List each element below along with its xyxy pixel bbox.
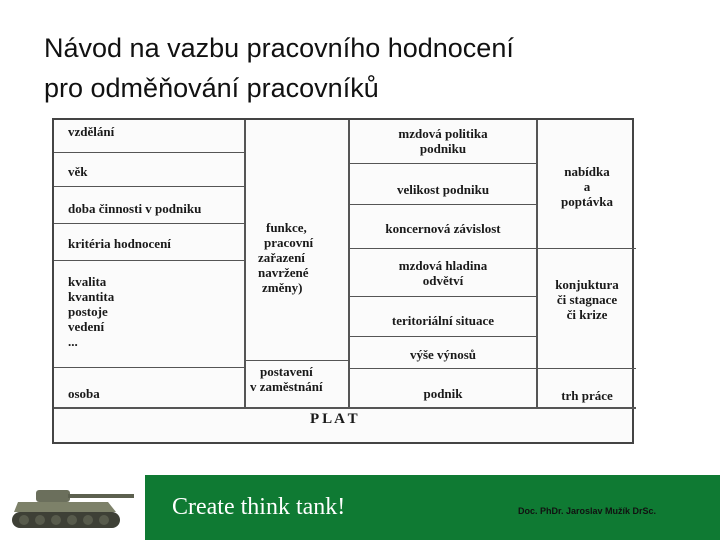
cell-labor-market: trh práce	[561, 388, 613, 403]
cell-revenue: výše výnosů	[409, 347, 477, 362]
cell-criteria: kritéria hodnocení	[68, 236, 171, 251]
cell-group-dependency: koncernová závislost	[385, 221, 501, 236]
position-line: v zaměstnání	[250, 379, 323, 394]
divider	[244, 120, 246, 407]
cell-economy	[538, 277, 636, 322]
divider	[348, 204, 536, 205]
wage-level-line: mzdová hladina	[398, 258, 488, 273]
divider	[348, 296, 536, 297]
cell-person: osoba	[68, 386, 100, 401]
quality-item: kvantita	[68, 289, 115, 304]
divider	[54, 223, 244, 224]
function-line: funkce,	[266, 220, 307, 235]
divider	[244, 360, 348, 361]
footer-tagline: Create think tank!	[172, 494, 346, 520]
cell-education: vzdělání	[68, 124, 115, 139]
divider	[348, 368, 536, 369]
cell-supply-demand	[538, 164, 636, 209]
divider	[54, 367, 244, 368]
title-line-2: pro odměňování pracovníků	[44, 73, 379, 103]
divider	[536, 368, 636, 369]
cell-age: věk	[68, 164, 88, 179]
divider	[536, 248, 636, 249]
divider	[348, 336, 536, 337]
supply-demand-line: nabídka	[564, 164, 610, 179]
cell-function	[258, 220, 313, 295]
cell-territorial: teritoriální situace	[391, 313, 495, 328]
cell-wage-policy	[350, 126, 536, 156]
quality-item: postoje	[68, 304, 108, 319]
title-line-1: Návod na vazbu pracovního hodnocení	[44, 33, 514, 63]
supply-demand-line: a	[583, 179, 591, 194]
function-line: zařazení	[258, 250, 305, 265]
page-title	[44, 28, 684, 108]
cell-position	[250, 364, 323, 394]
divider	[54, 186, 244, 187]
position-line: postavení	[260, 364, 313, 379]
cell-wage-level	[350, 258, 536, 288]
wage-policy-line: podniku	[419, 141, 467, 156]
tank-icon	[8, 478, 138, 536]
wage-diagram	[52, 118, 634, 444]
function-line: změny)	[262, 280, 303, 295]
cell-quality	[68, 274, 114, 349]
wage-policy-line: mzdová politika	[398, 126, 488, 141]
footer-author: Doc. PhDr. Jaroslav Mužík DrSc.	[518, 506, 657, 516]
divider	[54, 407, 636, 409]
economy-line: či krize	[566, 307, 608, 322]
economy-line: konjuktura	[555, 277, 619, 292]
quality-item: ...	[68, 334, 78, 349]
cell-company: podnik	[423, 386, 463, 401]
cell-company-size: velikost podniku	[396, 182, 490, 197]
divider	[54, 152, 244, 153]
function-line: pracovní	[264, 235, 314, 250]
quality-item: kvalita	[68, 274, 107, 289]
function-line: navržené	[258, 265, 309, 280]
result-label: P L A T	[310, 411, 358, 427]
economy-line: či stagnace	[556, 292, 618, 307]
quality-item: vedení	[68, 319, 105, 334]
cell-tenure: doba činnosti v podniku	[68, 201, 202, 216]
divider	[348, 163, 536, 164]
divider	[54, 260, 244, 261]
wage-level-line: odvětví	[422, 273, 464, 288]
supply-demand-line: poptávka	[560, 194, 614, 209]
divider	[348, 248, 536, 249]
